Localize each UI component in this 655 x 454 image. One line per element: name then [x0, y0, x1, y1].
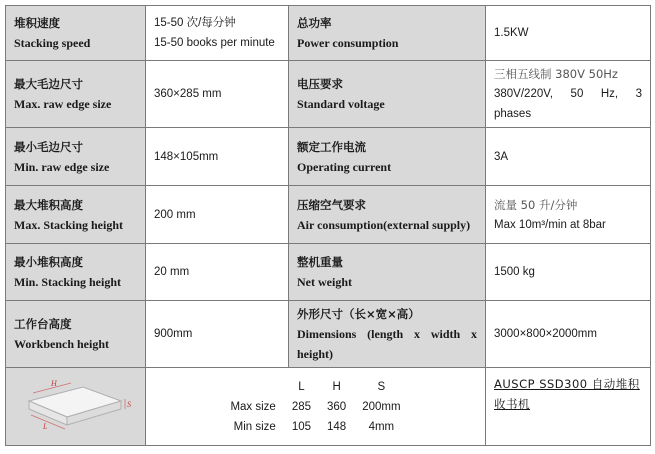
- value-text: 1.5KW: [494, 27, 529, 39]
- size-table: [222, 377, 408, 437]
- value-cell: [146, 244, 289, 301]
- cell-s: 200mm: [362, 400, 401, 413]
- cell-h: 360: [327, 400, 347, 413]
- value-cell: [486, 186, 651, 244]
- spec-table: [5, 5, 651, 446]
- label-cn: 工作台高度: [14, 317, 72, 331]
- label-cell: [289, 301, 486, 368]
- value-cell: [486, 301, 651, 368]
- label-cn: 外形尺寸（长×宽×高）: [297, 307, 420, 321]
- label-en: Workbench height: [14, 337, 110, 351]
- size-row-min: [222, 417, 408, 437]
- value-cell: [486, 61, 651, 128]
- spec-row: [6, 6, 651, 61]
- value-line: 三相五线制 380V 50Hz: [494, 67, 618, 81]
- label-en: Power consumption: [297, 36, 399, 50]
- diagram-label-h: H: [50, 378, 57, 388]
- model-text-line: 收书机: [494, 397, 530, 411]
- row-label: Max size: [230, 400, 276, 413]
- label-cell: [289, 61, 486, 128]
- label-cn: 堆积速度: [14, 16, 60, 30]
- value-line: Max 10m³/min at 8bar: [494, 218, 606, 231]
- label-cn: 最小堆积高度: [14, 255, 83, 269]
- value-line: phases: [494, 108, 532, 120]
- label-en: Standard voltage: [297, 97, 385, 111]
- label-cell: [289, 6, 486, 61]
- label-cn: 电压要求: [297, 77, 343, 91]
- diagram-label-s: S: [126, 399, 131, 409]
- label-cell: [289, 244, 486, 301]
- cell-l: 105: [291, 420, 311, 433]
- diagram-label-l: L: [42, 421, 47, 431]
- label-cn: 最小毛边尺寸: [14, 139, 83, 154]
- stack-diagram: [21, 373, 131, 435]
- label-cell: [289, 128, 486, 186]
- label-cell: [6, 6, 146, 61]
- spec-row: [6, 61, 651, 128]
- size-row: [6, 368, 651, 446]
- label-cn: 压缩空气要求: [297, 197, 366, 212]
- value-text: 3A: [494, 150, 509, 163]
- label-cn: 总功率: [297, 16, 332, 30]
- cell-h: 148: [327, 420, 347, 433]
- cell-s: 4mm: [368, 420, 395, 433]
- value-line: 380V/220V, 50 Hz, 3: [494, 88, 642, 100]
- value-line: 15-50 次/每分钟: [154, 17, 236, 29]
- row-label: Min size: [233, 420, 276, 433]
- spec-row: [6, 128, 651, 186]
- spec-row: [6, 186, 651, 244]
- label-en: Dimensions (length x width x: [297, 327, 477, 341]
- label-cell: [6, 244, 146, 301]
- value-cell: [146, 186, 289, 244]
- value-line: 流量 50 升/分钟: [494, 197, 578, 212]
- size-row-max: [222, 397, 408, 417]
- label-cn: 整机重量: [297, 255, 343, 269]
- value-cell: [486, 128, 651, 186]
- label-en: Max. Stacking height: [14, 217, 124, 232]
- label-cell: [6, 61, 146, 128]
- value-cell: [146, 61, 289, 128]
- value-cell: [486, 6, 651, 61]
- model-cell: [486, 368, 651, 446]
- value-cell: [486, 244, 651, 301]
- cell-l: 285: [291, 400, 311, 413]
- label-en: Min. Stacking height: [14, 275, 122, 289]
- value-cell: [146, 301, 289, 368]
- label-en: Air consumption(external supply): [297, 217, 471, 232]
- label-cell: [6, 301, 146, 368]
- label-cn: 额定工作电流: [297, 139, 366, 154]
- model-text-line: AUSCP SSD300 自动堆积: [494, 377, 640, 391]
- value-text: 900mm: [154, 328, 193, 340]
- spec-row: [6, 244, 651, 301]
- value-text: 3000×800×2000mm: [494, 328, 597, 340]
- label-en: height): [297, 347, 333, 361]
- label-en: Stacking speed: [14, 36, 91, 50]
- value-text: 20 mm: [154, 266, 190, 278]
- value-text: 148×105mm: [154, 150, 219, 163]
- value-cell: [146, 6, 289, 61]
- col-header-h: H: [332, 380, 341, 393]
- size-table-cell: [146, 368, 486, 446]
- label-en: Max. raw edge size: [14, 97, 112, 111]
- label-en: Net weight: [297, 275, 352, 289]
- value-cell: [146, 128, 289, 186]
- value-text: 1500 kg: [494, 266, 535, 278]
- diagram-cell: [6, 368, 146, 446]
- spec-row: [6, 301, 651, 368]
- col-header-s: S: [377, 380, 386, 393]
- label-en: Operating current: [297, 159, 392, 174]
- value-text: 200 mm: [154, 208, 196, 221]
- value-text: 360×285 mm: [154, 88, 222, 100]
- label-cn: 最大堆积高度: [14, 197, 83, 212]
- value-line: 15-50 books per minute: [154, 37, 275, 49]
- label-cn: 最大毛边尺寸: [14, 77, 83, 91]
- label-en: Min. raw edge size: [14, 159, 110, 174]
- label-cell: [289, 186, 486, 244]
- label-cell: [6, 186, 146, 244]
- col-header-l: L: [298, 380, 305, 393]
- label-cell: [6, 128, 146, 186]
